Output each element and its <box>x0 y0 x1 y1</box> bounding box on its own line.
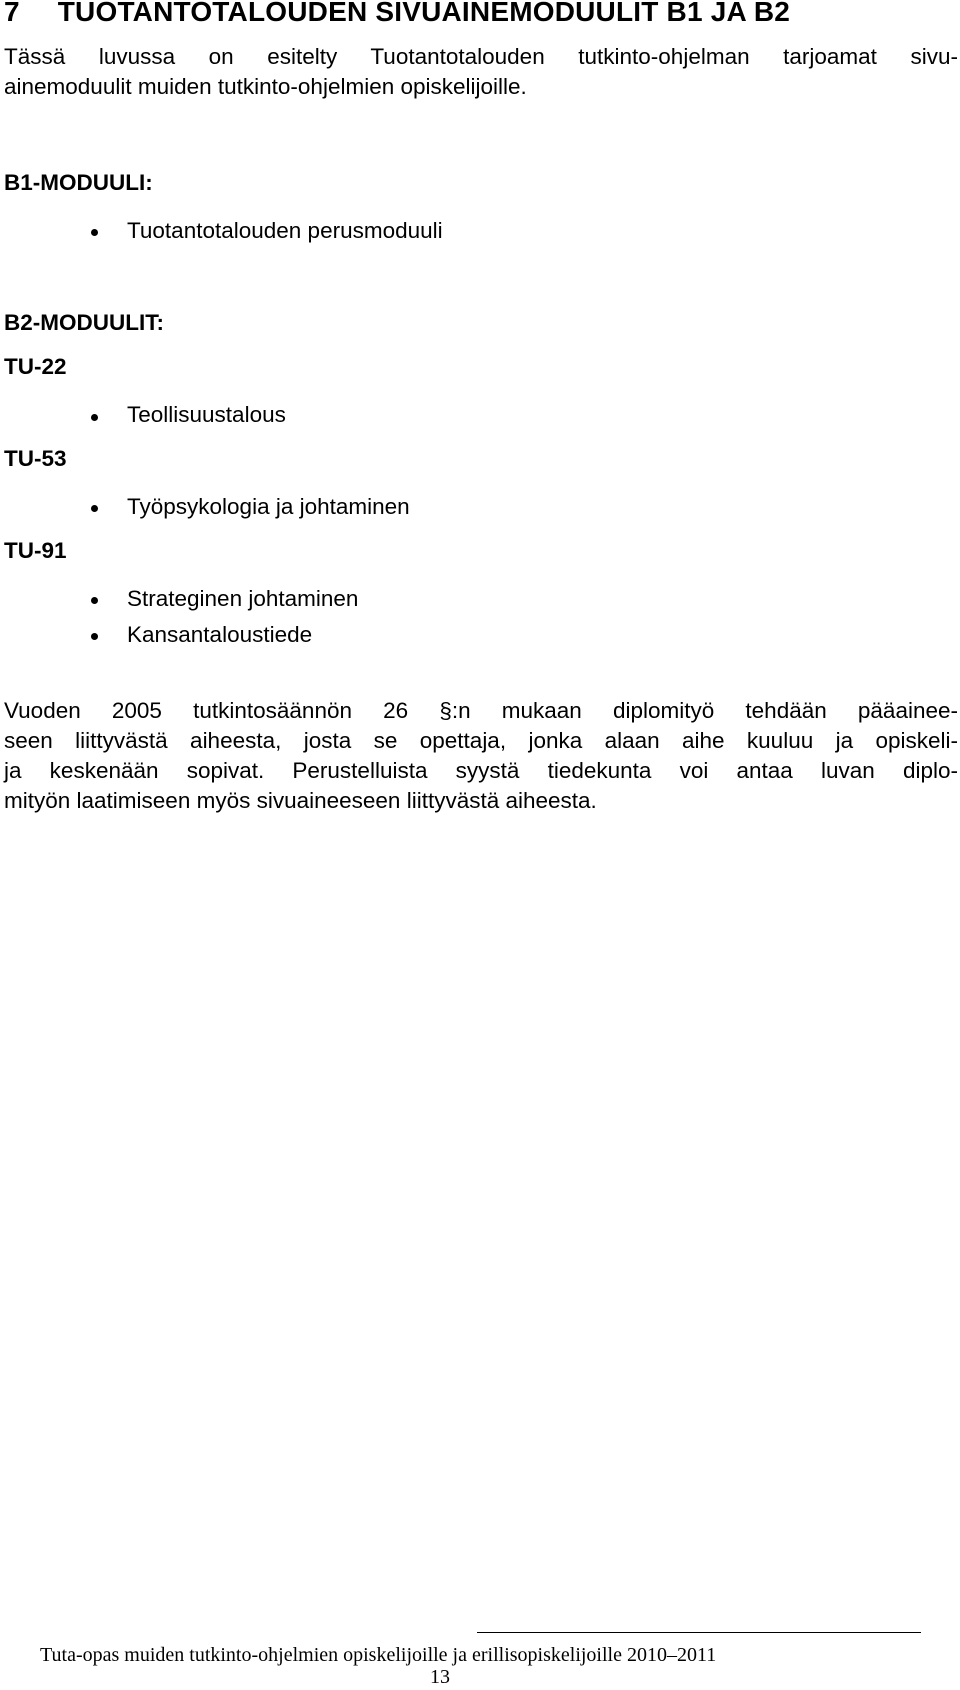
intro-line-1: Tässä luvussa on esitelty Tuotantotalouden tutkinto-ohjelman tarjoamat sivu- <box>4 44 958 69</box>
b2-item-strateginen: Strateginen johtaminen <box>127 586 359 611</box>
b1-item: Tuotantotalouden perusmoduuli <box>127 218 443 243</box>
b2-code-tu91: TU-91 <box>4 538 67 563</box>
footer-text: Tuta-opas muiden tutkinto-ohjelmien opiskelijoille ja erillisopiskelijoille 2010–2011 <box>40 1644 717 1666</box>
page-number: 13 <box>430 1666 450 1688</box>
chapter-title: TUOTANTOTALOUDEN SIVUAINEMODUULIT B1 JA B2 <box>57 0 791 27</box>
bullet-icon <box>91 414 98 421</box>
b2-label: B2-MODUULIT: <box>4 310 164 335</box>
bullet-icon <box>91 597 98 604</box>
b2-item-teollisuustalous: Teollisuustalous <box>127 402 286 427</box>
bullet-icon <box>91 633 98 640</box>
b2-code-tu53: TU-53 <box>4 446 67 471</box>
closing-line-1: Vuoden 2005 tutkintosäännön 26 §:n mukaan diplomityö tehdään pääainee- <box>4 698 958 723</box>
chapter-number: 7 <box>4 0 20 27</box>
b1-label: B1-MODUULI: <box>4 170 153 195</box>
closing-line-3: ja keskenään sopivat. Perustelluista syystä tiedekunta voi antaa luvan diplo- <box>4 758 958 783</box>
footer-rule <box>477 1632 921 1633</box>
b2-item-kansantaloustiede: Kansantaloustiede <box>127 622 313 647</box>
bullet-icon <box>91 505 98 512</box>
chapter-heading <box>4 0 790 28</box>
bullet-icon <box>91 229 98 236</box>
closing-line-2: seen liittyvästä aiheesta, josta se opettaja, jonka alaan aihe kuuluu ja opiskeli- <box>4 728 958 753</box>
intro-line-2: ainemoduulit muiden tutkinto-ohjelmien opiskelijoille. <box>4 74 527 99</box>
closing-line-4: mityön laatimiseen myös sivuaineeseen liittyvästä aiheesta. <box>4 788 597 813</box>
b2-item-tyopsykologia: Työpsykologia ja johtaminen <box>127 494 410 519</box>
b2-code-tu22: TU-22 <box>4 354 67 379</box>
